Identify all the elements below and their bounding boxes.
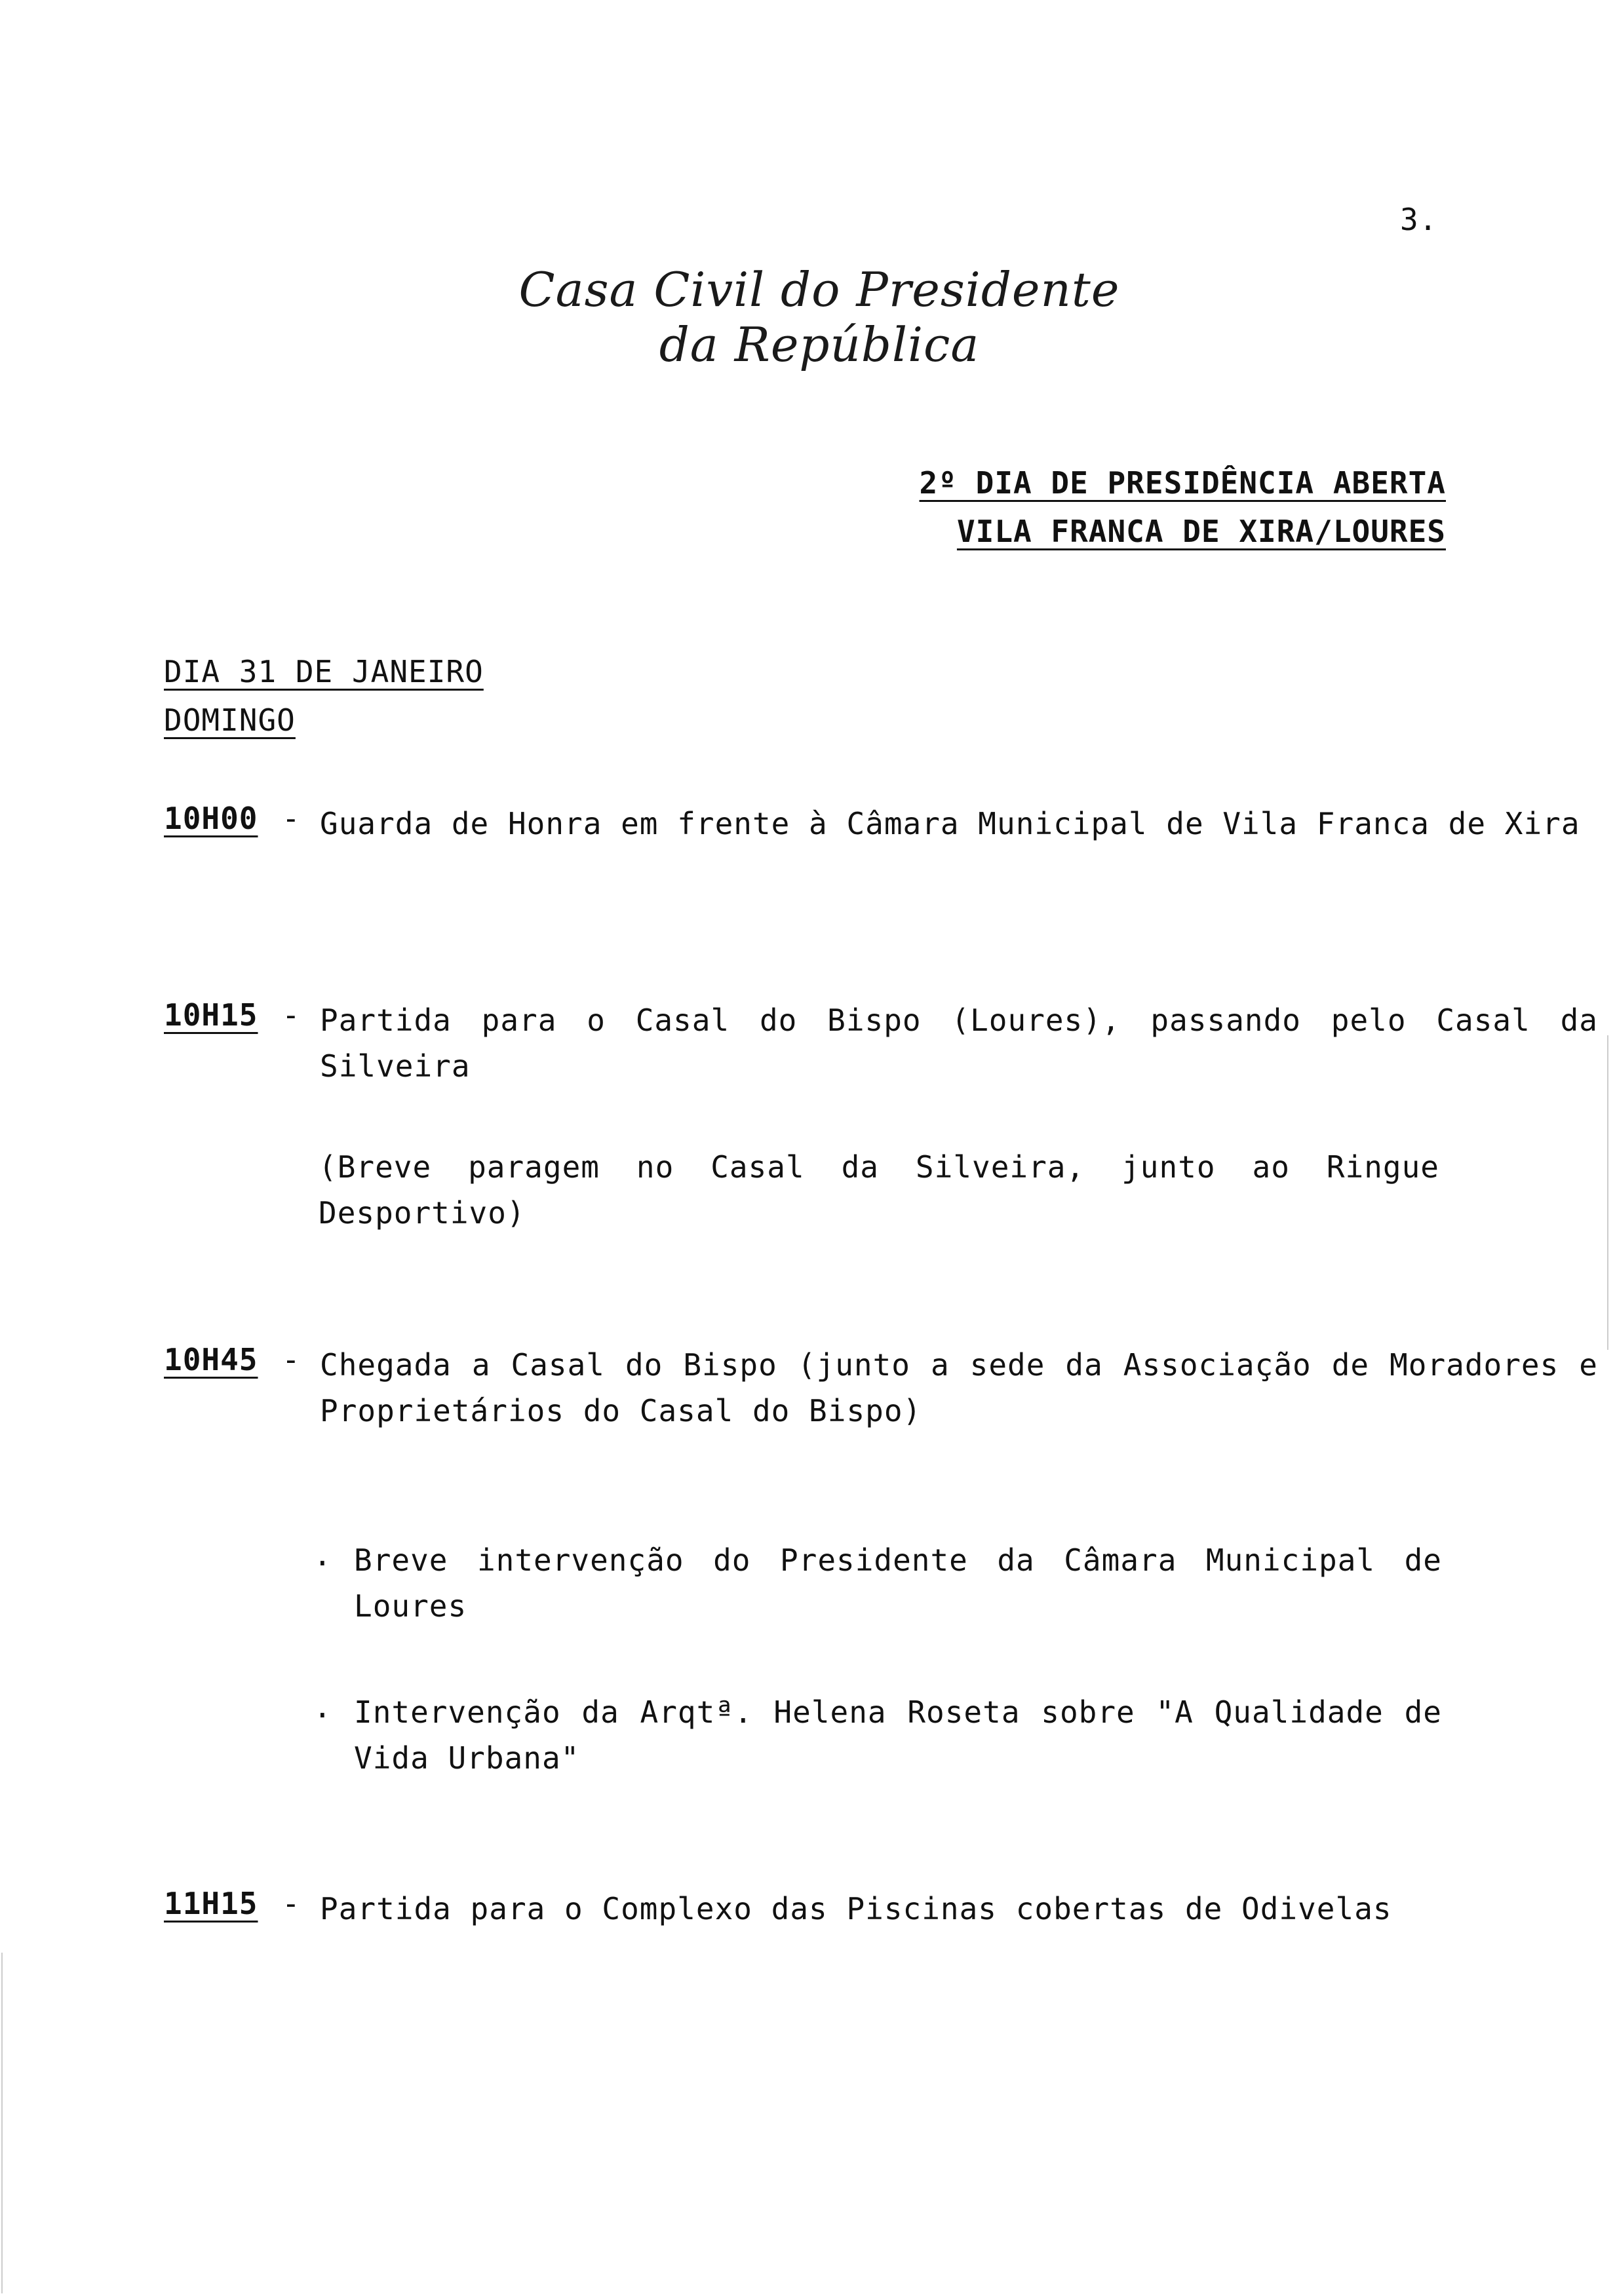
entry-text: Partida para o Complexo das Piscinas cobertas de Odivelas xyxy=(320,1891,1392,1926)
weekday-line: DOMINGO xyxy=(164,702,296,738)
bullet-marker: . xyxy=(313,1689,332,1725)
entry-text: Guarda de Honra em frente à Câmara Municipal de Vila Franca de Xira xyxy=(320,806,1580,841)
list-item-text: Breve intervenção do Presidente da Câmara Municipal de Loures xyxy=(354,1542,1442,1624)
page-number: 3. xyxy=(1400,202,1438,237)
entry-text: Chegada a Casal do Bispo (junto a sede da Associação de Moradores e Proprietários do Casal do Bispo) xyxy=(320,1347,1598,1428)
bullet-marker: . xyxy=(313,1537,332,1573)
entry-time: 10H45 xyxy=(164,1342,258,1377)
heading-line-2: VILA FRANCA DE XIRA/LOURES xyxy=(956,514,1446,549)
list-item-text: Intervenção da Arqtª. Helena Roseta sobre "A Qualidade de Vida Urbana" xyxy=(354,1694,1442,1776)
entry-dash: - xyxy=(282,1886,301,1921)
letterhead: Casa Civil do Presidente da República xyxy=(518,262,1120,372)
scan-edge-left xyxy=(1,1953,3,2293)
entry-dash: - xyxy=(282,997,301,1033)
entry-time: 10H00 xyxy=(164,801,258,836)
scan-edge-right xyxy=(1607,1035,1608,1350)
event-heading xyxy=(920,459,1446,556)
date-block xyxy=(164,647,484,744)
date-line: DIA 31 DE JANEIRO xyxy=(164,654,484,689)
entry-text: Partida para o Casal do Bispo (Loures), passando pelo Casal da Silveira xyxy=(320,1003,1598,1084)
entry-dash: - xyxy=(282,1342,301,1377)
heading-line-1: 2º DIA DE PRESIDÊNCIA ABERTA xyxy=(919,465,1446,501)
entry-time: 11H15 xyxy=(164,1886,258,1921)
entry-note: (Breve paragem no Casal da Silveira, junto ao Ringue Desportivo) xyxy=(319,1149,1439,1231)
entry-time: 10H15 xyxy=(164,997,258,1033)
entry-dash: - xyxy=(282,801,301,836)
